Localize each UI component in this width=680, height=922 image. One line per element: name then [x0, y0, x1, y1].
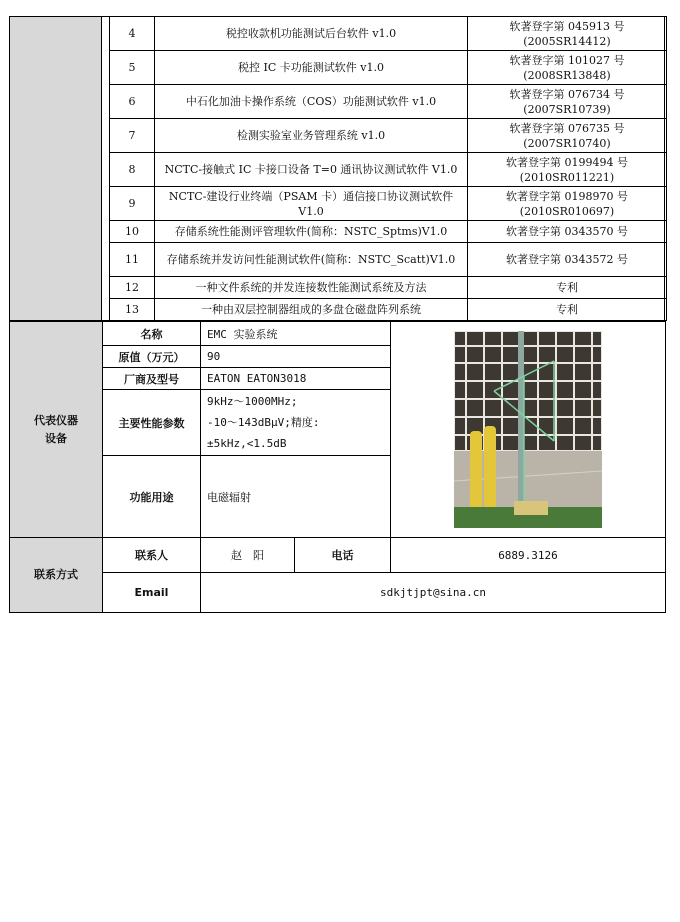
registration-number: 软著登字第 076735 号 — [509, 121, 625, 135]
software-row-number: 7 — [110, 119, 155, 153]
software-row-registration — [468, 119, 667, 153]
software-row — [110, 299, 667, 321]
equipment-name-value: EMC 实验系统 — [201, 322, 391, 346]
registration-number: 软著登字第 076734 号 — [509, 87, 625, 101]
software-row-name: 一种文件系统的并发连接数性能测试系统及方法 — [155, 277, 468, 299]
software-row-registration — [468, 17, 667, 51]
equipment-photo-cell — [391, 322, 666, 538]
software-row-registration — [468, 153, 667, 187]
software-row-name: 存储系统并发访问性能测试软件(简称：NSTC_Scatt)V1.0 — [155, 243, 468, 277]
software-row-registration — [468, 51, 667, 85]
equipment-price-value: 90 — [201, 346, 391, 368]
software-row-registration — [468, 299, 667, 321]
registration-code: (2010SR011221) — [519, 170, 615, 184]
software-row — [110, 51, 667, 85]
registration-code: (2010SR010697) — [519, 204, 615, 218]
software-row-number: 6 — [110, 85, 155, 119]
equipment-use-label: 功能用途 — [103, 456, 201, 538]
software-row-number: 5 — [110, 51, 155, 85]
software-row-name: NCTC-接触式 IC 卡接口设备 T=0 通讯协议测试软件 V1.0 — [155, 153, 468, 187]
software-section — [9, 16, 665, 321]
equipment-use-value: 电磁辐射 — [201, 456, 391, 538]
contact-person-value: 赵 阳 — [201, 538, 295, 573]
registration-number: 专利 — [556, 281, 578, 294]
software-row-registration — [468, 277, 667, 299]
software-row-registration — [468, 243, 667, 277]
equipment-price-label: 原值（万元） — [103, 346, 201, 368]
software-row-number: 4 — [110, 17, 155, 51]
contact-phone-label: 电话 — [295, 538, 391, 573]
equipment-name-label: 名称 — [103, 322, 201, 346]
software-row-name: 中石化加油卡操作系统（COS）功能测试软件 v1.0 — [155, 85, 468, 119]
equipment-perf-value — [201, 390, 391, 456]
perf-line-3: ±5kHz,<1.5dB — [207, 437, 287, 450]
perf-line-1: 9kHz～1000MHz; — [207, 395, 298, 408]
software-row-number: 10 — [110, 221, 155, 243]
registration-number: 专利 — [556, 303, 578, 316]
software-row-number: 13 — [110, 299, 155, 321]
contact-section-label: 联系方式 — [10, 538, 103, 613]
registration-code: (2005SR14412) — [523, 34, 611, 48]
equipment-perf-label: 主要性能参数 — [103, 390, 201, 456]
software-row — [110, 277, 667, 299]
contact-person-label: 联系人 — [103, 538, 201, 573]
software-table — [109, 16, 667, 321]
software-row-number: 9 — [110, 187, 155, 221]
software-row-registration — [468, 221, 667, 243]
contact-phone-value: 6889.3126 — [391, 538, 666, 573]
registration-number: 软著登字第 101027 号 — [509, 53, 625, 67]
software-row-name: 一种由双层控制器组成的多盘仓磁盘阵列系统 — [155, 299, 468, 321]
equipment-maker-label: 厂商及型号 — [103, 368, 201, 390]
software-row — [110, 85, 667, 119]
registration-number: 软著登字第 0199494 号 — [506, 155, 628, 169]
software-row-number: 12 — [110, 277, 155, 299]
software-row — [110, 153, 667, 187]
equipment-section-line2: 设备 — [45, 431, 67, 445]
registration-number: 软著登字第 0343570 号 — [506, 225, 628, 238]
contact-table — [9, 537, 666, 613]
software-row — [110, 17, 667, 51]
registration-number: 软著登字第 0343572 号 — [506, 253, 628, 266]
equipment-table — [9, 321, 666, 538]
registration-code: (2007SR10739) — [523, 102, 611, 116]
software-row-name: 税控 IC 卡功能测试软件 v1.0 — [155, 51, 468, 85]
contact-email-label: Email — [103, 573, 201, 613]
registration-number: 软著登字第 045913 号 — [509, 19, 625, 33]
software-row-name: NCTC-建设行业终端（PSAM 卡）通信接口协议测试软件 V1.0 — [155, 187, 468, 221]
registration-code: (2007SR10740) — [523, 136, 611, 150]
software-row-number: 11 — [110, 243, 155, 277]
software-row-registration — [468, 85, 667, 119]
equipment-section-line1: 代表仪器 — [34, 413, 78, 427]
equipment-maker-value: EATON EATON3018 — [201, 368, 391, 390]
equipment-section-label — [10, 322, 103, 538]
software-row-name: 存储系统性能测评管理软件(简称：NSTC_Sptms)V1.0 — [155, 221, 468, 243]
software-row-name: 税控收款机功能测试后台软件 v1.0 — [155, 17, 468, 51]
contact-email-value[interactable]: sdkjtjpt@sina.cn — [201, 573, 666, 613]
registration-code: (2008SR13848) — [523, 68, 611, 82]
software-row — [110, 119, 667, 153]
registration-number: 软著登字第 0198970 号 — [506, 189, 628, 203]
software-row — [110, 221, 667, 243]
software-row — [110, 243, 667, 277]
perf-line-2: -10～143dBμV;精度: — [207, 416, 320, 429]
software-section-label-cell — [9, 16, 102, 321]
emc-chamber-photo — [454, 331, 602, 528]
software-row — [110, 187, 667, 221]
software-row-number: 8 — [110, 153, 155, 187]
software-row-registration — [468, 187, 667, 221]
software-row-name: 检测实验室业务管理系统 v1.0 — [155, 119, 468, 153]
